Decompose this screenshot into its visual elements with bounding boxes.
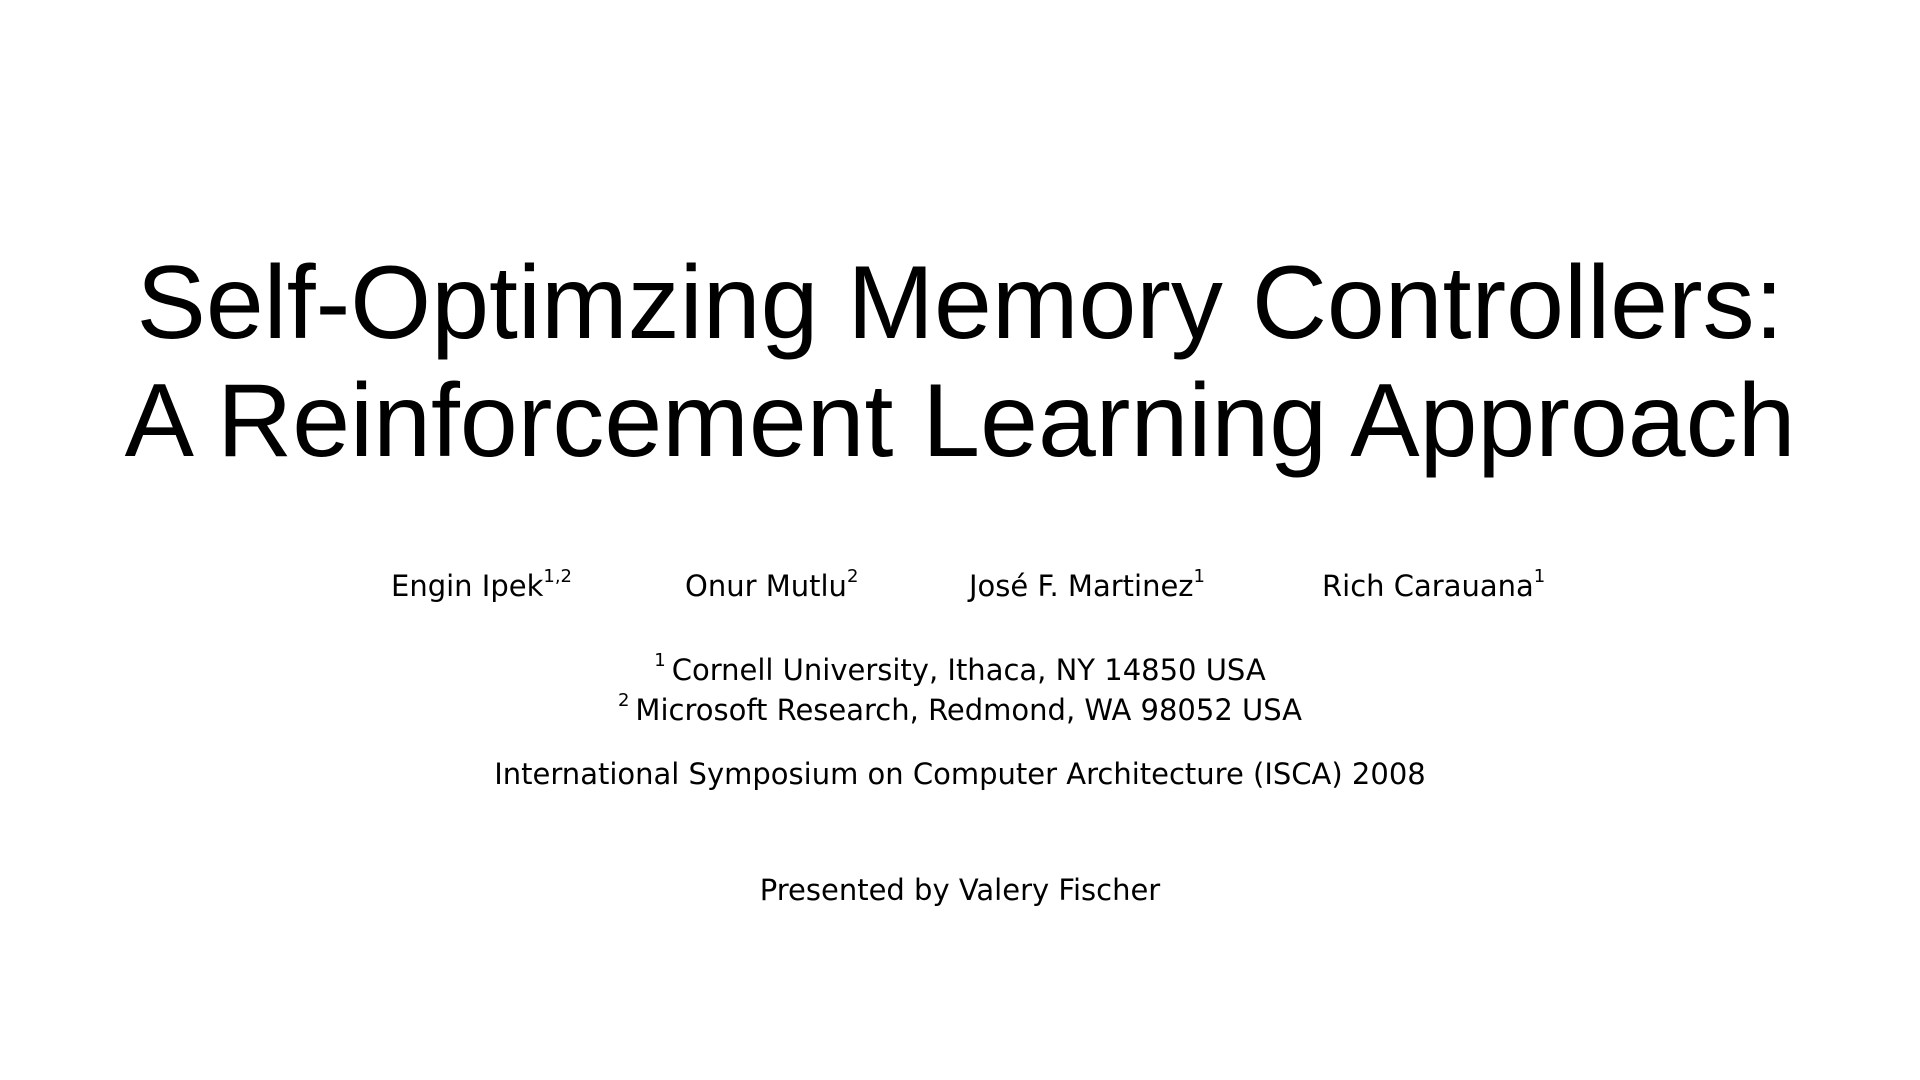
affiliation-text: Cornell University, Ithaca, NY 14850 USA	[671, 653, 1266, 687]
affiliation-text: Microsoft Research, Redmond, WA 98052 USA	[635, 693, 1303, 727]
slide-title-line-1: Self-Optimzing Memory Controllers:	[136, 245, 1784, 361]
conference-venue: International Symposium on Computer Architecture (ISCA) 2008	[494, 757, 1426, 791]
author-item	[1322, 566, 1545, 606]
affiliation-mark: 1	[654, 650, 666, 672]
author-name: Onur Mutlu	[685, 569, 847, 603]
affiliation-item	[0, 650, 1920, 690]
slide-title	[0, 244, 1920, 480]
author-name: José F. Martinez	[969, 569, 1194, 603]
affiliation-mark: 2	[617, 690, 630, 712]
author-affiliation-mark: 1	[1533, 566, 1546, 588]
author-affiliation-mark: 1	[1193, 566, 1205, 588]
presenter-credit: Presented by Valery Fischer	[759, 873, 1161, 907]
affiliation-list	[0, 650, 1920, 730]
author-list	[0, 566, 1920, 606]
slide-title-line-2: A Reinforcement Learning Approach	[124, 363, 1796, 479]
author-name: Rich Carauana	[1322, 569, 1534, 603]
author-item	[391, 566, 572, 606]
author-item	[969, 566, 1205, 606]
author-name: Engin Ipek	[391, 569, 544, 603]
author-affiliation-mark: 1,2	[543, 566, 573, 588]
author-item	[685, 566, 858, 606]
author-affiliation-mark: 2	[846, 566, 859, 588]
affiliation-item	[0, 690, 1920, 730]
